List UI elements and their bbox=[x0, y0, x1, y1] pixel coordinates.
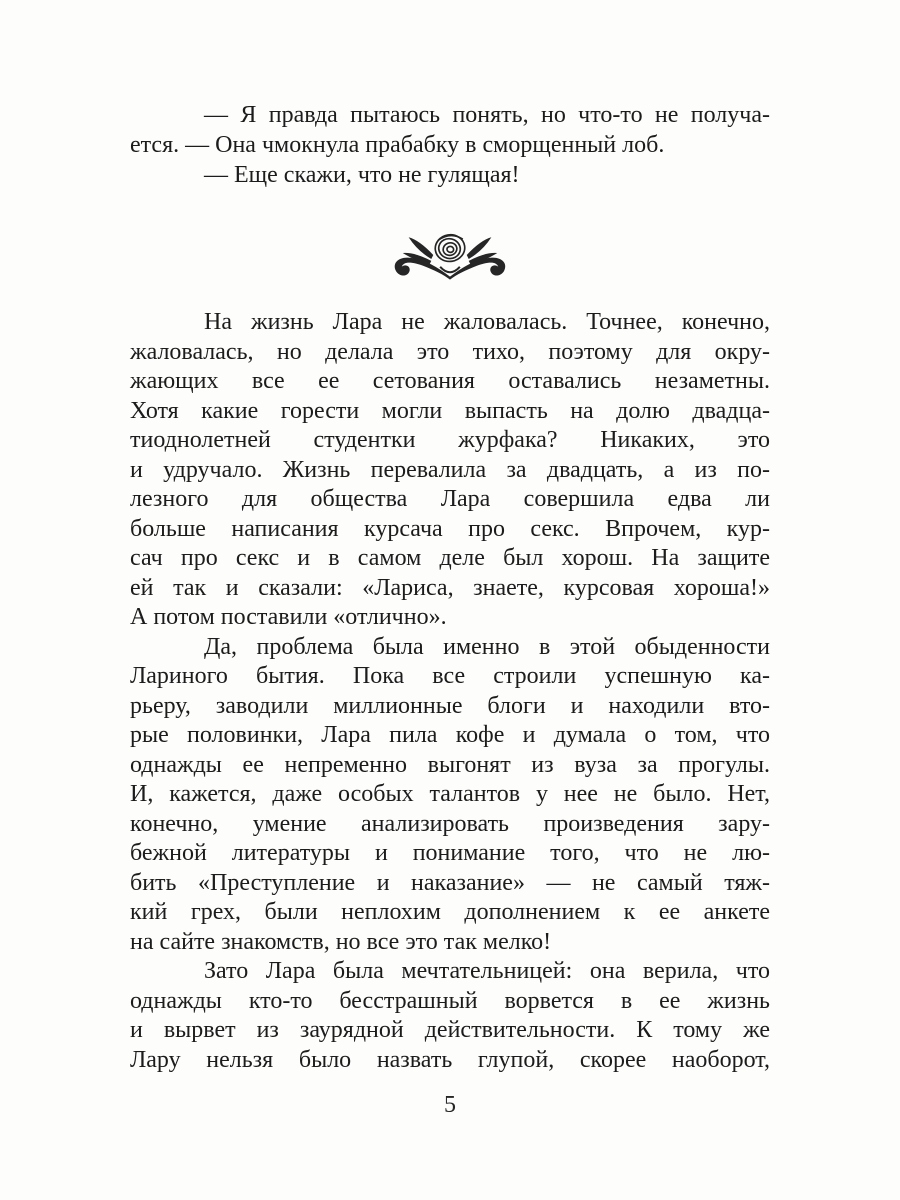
text-line: Лариного бытия. Пока все строили успешную ка- bbox=[130, 663, 770, 689]
text-line: — Еще скажи, что не гулящая! bbox=[204, 162, 520, 188]
text-line: Зато Лара была мечтательницей: она верила, что bbox=[204, 958, 770, 984]
text-line: — Я правда пытаюсь понять, но что-то не получа- bbox=[204, 102, 770, 128]
text-line: ется. — Она чмокнула прабабку в сморщенный лоб. bbox=[130, 132, 665, 158]
text-line: жаловалась, но делала это тихо, поэтому для окру- bbox=[130, 338, 770, 365]
page-number: 5 bbox=[444, 1092, 456, 1118]
paragraph bbox=[130, 957, 770, 1075]
ornament-divider bbox=[130, 224, 770, 286]
paragraph bbox=[130, 633, 770, 958]
text-line: лезного для общества Лара совершила едва ли bbox=[130, 486, 770, 512]
body-text-section bbox=[130, 308, 770, 1075]
text-line: рые половинки, Лара пила кофе и думала о том, что bbox=[130, 722, 770, 748]
text-line: ей так и сказали: «Лариса, знаете, курсовая хороша!» bbox=[130, 574, 770, 601]
text-line: однажды ее непременно выгонят из вуза за прогулы. bbox=[130, 751, 770, 778]
text-line: кий грех, были неплохим дополнением к ее анкете bbox=[130, 899, 770, 925]
rose-flourish-icon bbox=[386, 225, 514, 285]
text-line: На жизнь Лара не жаловалась. Точнее, конечно, bbox=[204, 309, 770, 335]
text-line: и вырвет из заурядной действительности. К тому же bbox=[130, 1017, 770, 1043]
text-line: конечно, умение анализировать произведения зару- bbox=[130, 810, 770, 837]
paragraph bbox=[130, 100, 770, 160]
text-line: бежной литературы и понимание того, что не лю- bbox=[130, 840, 770, 866]
text-line: рьеру, заводили миллионные блоги и находили вто- bbox=[130, 692, 770, 719]
text-line: И, кажется, даже особых талантов у нее не было. Нет, bbox=[130, 781, 770, 807]
paragraph bbox=[130, 160, 770, 190]
text-line: сач про секс и в самом деле был хорош. На защите bbox=[130, 545, 770, 571]
text-line: Да, проблема была именно в этой обыденности bbox=[204, 633, 770, 660]
text-block bbox=[130, 100, 770, 1075]
text-line: Хотя какие горести могли выпасть на долю двадца- bbox=[130, 397, 770, 424]
text-line: Лару нельзя было назвать глупой, скорее наоборот, bbox=[130, 1046, 770, 1073]
paragraph bbox=[130, 308, 770, 633]
text-line: однажды кто-то бесстрашный ворвется в ее жизнь bbox=[130, 987, 770, 1014]
text-line: жающих все ее сетования оставались незаметны. bbox=[130, 368, 770, 394]
text-line: бить «Преступление и наказание» — не самый тяж- bbox=[130, 869, 770, 896]
text-line: на сайте знакомств, но все это так мелко! bbox=[130, 928, 552, 955]
text-line: и удручало. Жизнь перевалила за двадцать, а из по- bbox=[130, 456, 770, 483]
dialogue-section bbox=[130, 100, 770, 190]
text-line: А потом поставили «отлично». bbox=[130, 604, 447, 630]
text-line: тиоднолетней студентки журфака? Никаких, это bbox=[130, 427, 770, 453]
text-line: больше написания курсача про секс. Впрочем, кур- bbox=[130, 515, 770, 542]
